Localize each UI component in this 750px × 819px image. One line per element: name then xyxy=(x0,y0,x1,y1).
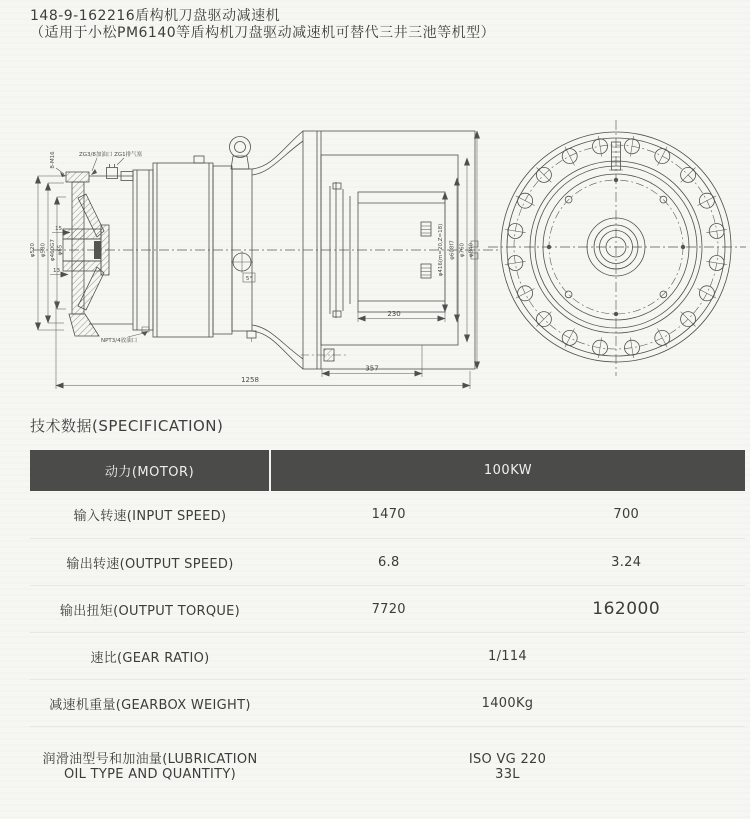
table-header-row xyxy=(30,450,745,491)
table-row-output-speed xyxy=(30,539,745,586)
row-value: 3.24 xyxy=(611,554,642,570)
table-row-gearbox-weight xyxy=(30,680,745,727)
row-label: 输入转速(INPUT SPEED) xyxy=(73,509,227,524)
dimension-label: 230 xyxy=(387,310,401,318)
row-label: 输出扭矩(OUTPUT TORQUE) xyxy=(59,603,241,619)
technical-drawing xyxy=(0,95,750,407)
spec-table xyxy=(30,450,745,806)
dimension-label: φ416(m=20,Z=18) xyxy=(438,223,444,277)
table-row-output-torque xyxy=(30,586,745,633)
table-row-lubrication xyxy=(30,727,745,806)
dimension-label: 15 xyxy=(55,226,62,232)
page-title: 148-9-162216盾构机刀盘驱动减速机 xyxy=(30,8,281,24)
table-row-input-speed xyxy=(30,491,745,539)
side-view-drawing xyxy=(30,131,498,389)
row-label: 速比(GEAR RATIO) xyxy=(90,650,210,666)
row-label: 减速机重量(GEARBOX WEIGHT) xyxy=(49,697,251,713)
row-label: 润滑油型号和加油量(LUBRICATION OIL TYPE AND QUANTITY) xyxy=(42,751,258,782)
row-value: 700 xyxy=(613,507,640,522)
dimension-label: φ580 xyxy=(40,242,47,258)
drain-note-label: NPT3/4放油口 xyxy=(101,338,138,344)
row-value: 162000 xyxy=(592,599,661,619)
dimension-label: 357 xyxy=(365,364,379,373)
dimension-label: φ460G7 xyxy=(50,239,56,261)
row-value: 1400Kg xyxy=(481,695,534,711)
front-view-drawing xyxy=(488,120,746,376)
dimension-label: φ608f7 xyxy=(449,240,456,260)
fill-port-label: ZG3/8加油口 ZG1排气塞 xyxy=(79,152,143,158)
drawing-svg xyxy=(0,95,750,407)
dimension-label: 13 xyxy=(53,268,60,274)
row-value: 1470 xyxy=(371,507,406,522)
motor-header-value: 100KW xyxy=(483,463,533,478)
dimension-label: φ840 xyxy=(468,242,475,258)
table-row-gear-ratio xyxy=(30,633,745,680)
motor-header-label: 动力(MOTOR) xyxy=(104,465,195,480)
row-value: 6.8 xyxy=(377,554,400,570)
dimension-label: φ760 xyxy=(459,242,466,258)
bolt-note-label: 8-M16 xyxy=(50,151,56,169)
dimension-label: 1258 xyxy=(241,376,259,384)
row-value: 1/114 xyxy=(488,648,527,664)
row-value: 7720 xyxy=(371,601,406,617)
page-subtitle: （适用于小松PM6140等盾构机刀盘驱动减速机可替代三井三池等机型） xyxy=(30,25,496,41)
row-label: 输出转速(OUTPUT SPEED) xyxy=(66,556,234,572)
row-value: ISO VG 220 33L xyxy=(468,751,547,782)
angle-note-label: 5° xyxy=(245,276,253,282)
section-heading: 技术数据(SPECIFICATION) xyxy=(30,417,224,435)
title-block xyxy=(30,8,495,42)
dimension-label: φ520 xyxy=(30,242,36,258)
dimension-label: φ65 xyxy=(57,244,64,256)
lifting-eye xyxy=(230,137,251,158)
